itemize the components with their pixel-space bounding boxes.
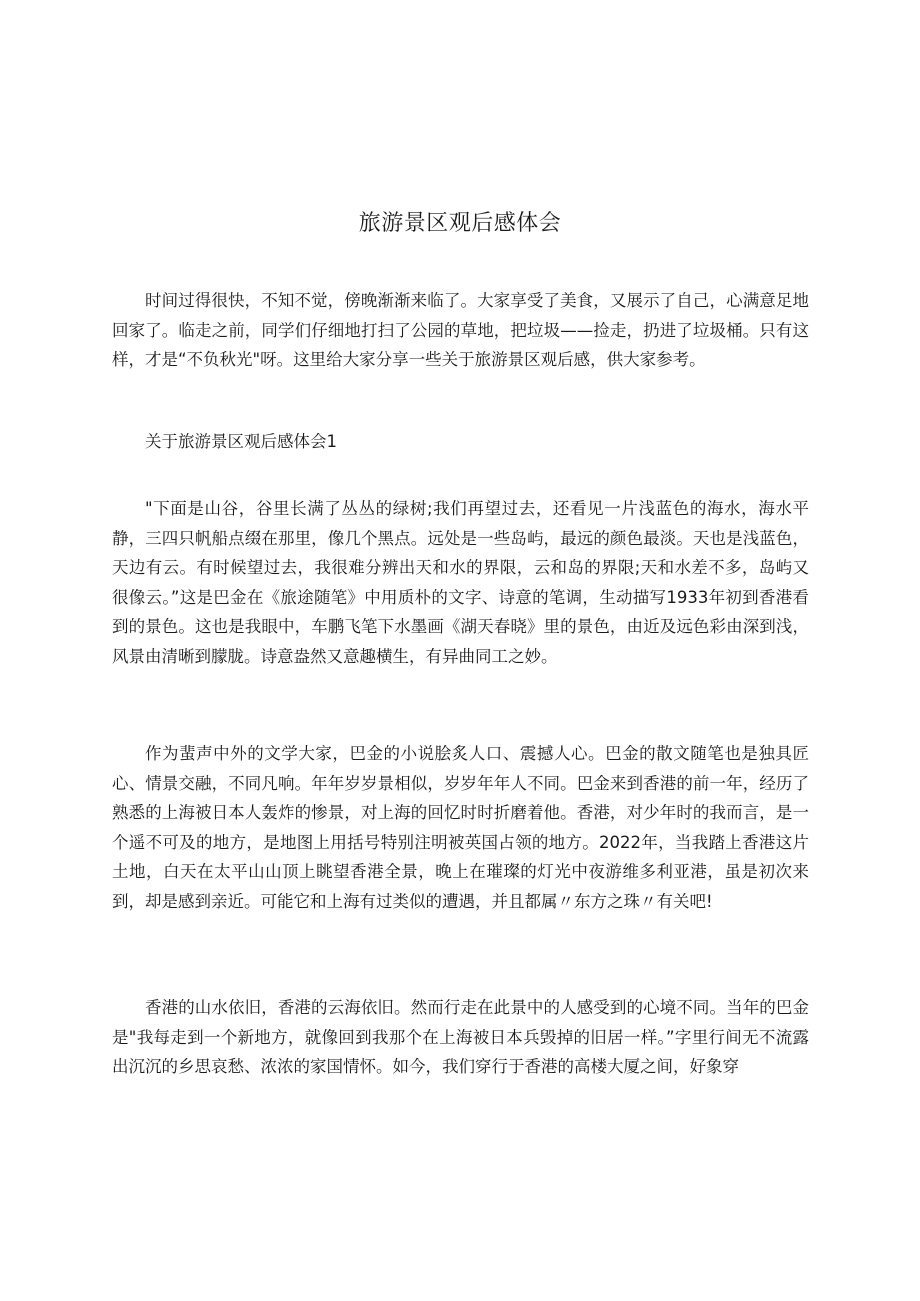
section-subheading: 关于旅游景区观后感体会1	[145, 432, 337, 451]
intro-paragraph: 时间过得很快，不知不觉，傍晚渐渐来临了。大家享受了美食，又展示了自己，心满意足地回家了。临走之前，同学们仔细地打扫了公园的草地，把垃圾——捡走，扔进了垃圾桶。只有这样，才是“不负秋光"呀。这里给大家分享一些关于旅游景区观后感，供大家参考。	[112, 291, 809, 369]
body-paragraph-2: 作为蜚声中外的文学大家，巴金的小说脍炙人口、震撼人心。巴金的散文随笔也是独具匠心、情景交融，不同凡响。年年岁岁景相似，岁岁年年人不同。巴金来到香港的前一年，经历了熟悉的上海被日本人轰炸的惨景，对上海的回忆时时折磨着他。香港，对少年时的我而言，是一个遥不可及的地方，是地图上用括号特别注明被英国占领的地方。2022年，当我踏上香港这片土地，白天在太平山山顶上眺望香港全景，晚上在璀璨的灯光中夜游维多利亚港，虽是初次来到，却是感到亲近。可能它和上海有过类似的遭遇，并且都属〃东方之珠〃有关吧!	[112, 744, 809, 911]
page-title: 旅游景区观后感体会	[358, 211, 562, 236]
body-paragraph-3: 香港的山水依旧，香港的云海依旧。然而行走在此景中的人感受到的心境不同。当年的巴金是"我每走到一个新地方，就像回到我那个在上海被日本兵毁掉的旧居一样。”字里行间无不流露出沉沉的乡思哀愁、浓浓的家国情怀。如今，我们穿行于香港的高楼大厦之间，好象穿	[112, 998, 809, 1076]
body-paragraph-1: "下面是山谷，谷里长满了丛丛的绿树;我们再望过去，还看见一片浅蓝色的海水，海水平静，三四只帆船点缀在那里，像几个黑点。远处是一些岛屿，最远的颜色最淡。天也是浅蓝色，天边有云。有时候望过去，我很难分辨出天和水的界限，云和岛的界限;天和水差不多，岛屿又很像云。”这是巴金在《旅途随笔》中用质朴的文字、诗意的笔调，生动描写1933年初到香港看到的景色。这也是我眼中，车鹏飞笔下水墨画《湖天春晓》里的景色，由近及远色彩由深到浅，风景由清晰到朦胧。诗意盎然又意趣横生，有异曲同工之妙。	[112, 499, 809, 666]
